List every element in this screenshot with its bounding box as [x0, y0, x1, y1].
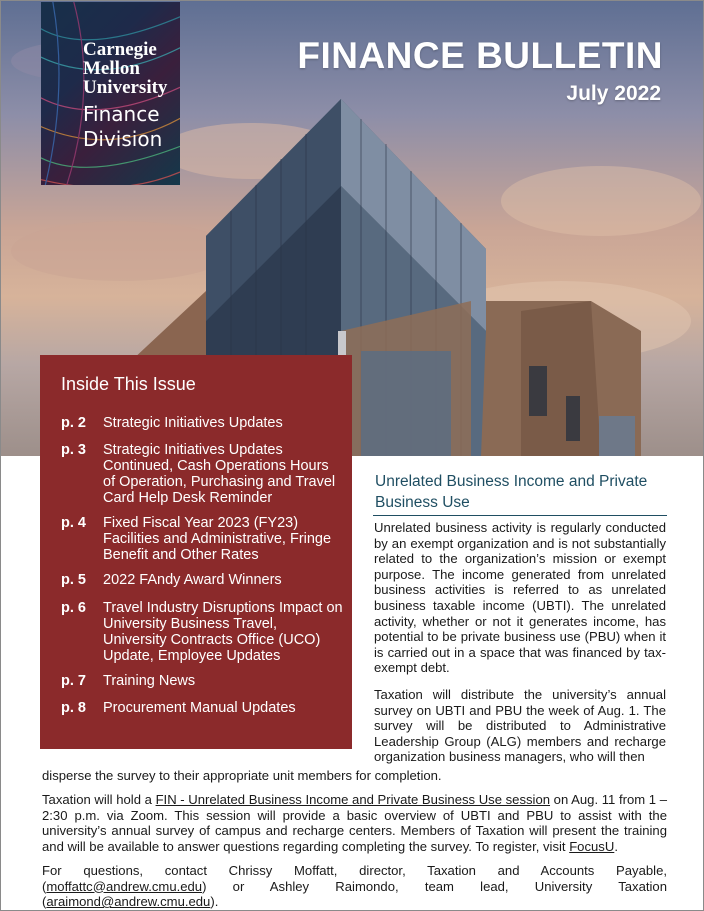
title-divider — [373, 515, 667, 516]
p3-text: . — [614, 838, 618, 854]
article-paragraph-1: Unrelated business activity is regularly conducted by an exempt organization and is not substantially related to the organization’s mission or exempt purpose. The income generated from unrelated business activities is referred to as unrelated business taxable income (UBTI). The unrelated activity, whether or not it generates income, has potential to be private business use (PBU) when it is carried out in a space that was financed by tax-exempt debt. — [374, 520, 666, 676]
article-paragraph-4 — [42, 863, 667, 910]
toc-title: Fixed Fiscal Year 2023 (FY23) Facilities and Administrative, Fringe Benefit and Other Rates — [103, 515, 332, 563]
logo-division-name: Finance Division — [83, 102, 163, 151]
toc-page: p. 2 — [61, 415, 86, 431]
p4-text: For questions, contact Chrissy Moffatt, director, Taxation and Accounts Payable, ( — [42, 863, 667, 894]
toc-page: p. 4 — [61, 515, 86, 531]
bulletin-date: July 2022 — [566, 82, 661, 105]
logo-university-name: Carnegie Mellon University — [83, 39, 168, 98]
toc-title: Strategic Initiatives Updates Continued, Cash Operations Hours of Operation, Purchasing and Travel Card Help Desk Reminder — [103, 442, 336, 506]
inside-this-issue-panel — [40, 355, 352, 749]
toc-title: 2022 FAndy Award Winners — [103, 572, 282, 588]
toc-page: p. 5 — [61, 572, 86, 588]
toc-page: p. 3 — [61, 442, 86, 458]
toc-title: Strategic Initiatives Updates — [103, 415, 283, 431]
email-link-moffatt[interactable]: moffattc@andrew.cmu.edu — [46, 878, 203, 894]
cmu-finance-logo — [41, 2, 180, 185]
focusu-link[interactable]: FocusU — [569, 838, 615, 854]
email-link-raimondo[interactable]: araimond@andrew.cmu.edu — [46, 894, 211, 910]
toc-page: p. 8 — [61, 700, 86, 716]
toc-title: Procurement Manual Updates — [103, 700, 296, 716]
p4-text: ). — [210, 894, 219, 910]
bulletin-title: FINANCE BULLETIN — [297, 35, 663, 76]
toc-page: p. 7 — [61, 673, 86, 689]
p3-text: Taxation will hold a — [42, 792, 156, 807]
toc-title: Training News — [103, 673, 196, 689]
p4-text: ) or Ashley Raimondo, team lead, University Taxation ( — [42, 878, 667, 910]
article-paragraph-3 — [42, 792, 667, 854]
session-link[interactable]: FIN - Unrelated Business Income and Private Business Use session — [155, 792, 551, 807]
article-title: Unrelated Business Income and Private Business Use — [375, 473, 648, 511]
toc-title: Travel Industry Disruptions Impact on University Business Travel, University Contracts Office (UCO) Update, Employee Updates — [103, 600, 343, 664]
article-paragraph-2-continued: disperse the survey to their appropriate unit members for completion. — [42, 768, 442, 783]
p3-text: on Aug. 11 from 1 – 2:30 p.m. via Zoom. This session will provide a basic overview of UBTI and PBU to assist with the university’s annual survey of campus and recharge centers. Members of Taxation will present the training and will be available to answer questions regarding completing the survey. To register, visit — [42, 792, 667, 854]
toc-page: p. 6 — [61, 600, 86, 616]
inside-heading: Inside This Issue — [61, 374, 196, 394]
article-paragraph-2: Taxation will distribute the university’s annual survey on UBTI and PBU the week of Aug. 1. The survey will be distributed to Administrative Leadership Group (ALG) members and recharge organization business managers, who will then — [374, 687, 666, 765]
